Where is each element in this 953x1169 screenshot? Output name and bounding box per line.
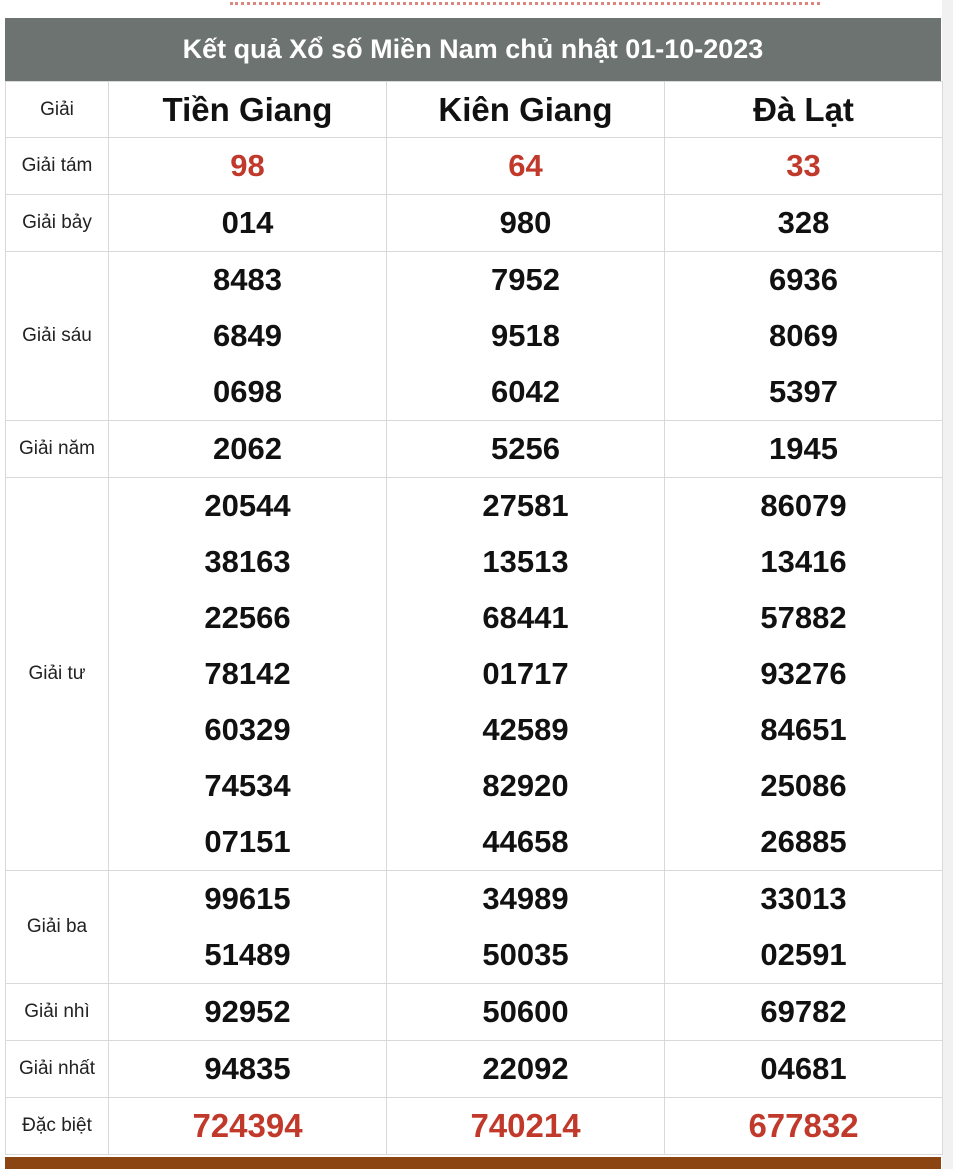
result-cell <box>387 1098 665 1155</box>
result-number: 60329 <box>204 712 291 747</box>
prize-row <box>6 1098 943 1155</box>
result-number: 82920 <box>482 768 569 803</box>
result-cell <box>387 421 665 478</box>
result-number: 6936 <box>769 262 838 297</box>
result-number: 98 <box>230 148 265 183</box>
result-number: 0698 <box>213 374 282 409</box>
result-cell <box>665 984 943 1041</box>
prize-label: Giải sáu <box>6 252 109 421</box>
result-number: 94835 <box>204 1051 291 1086</box>
top-strip <box>0 0 953 18</box>
prize-label: Giải bảy <box>6 195 109 252</box>
prize-label: Giải tám <box>6 138 109 195</box>
result-cell <box>665 252 943 421</box>
result-number: 1945 <box>769 431 838 466</box>
result-number: 84651 <box>760 712 847 747</box>
result-number: 93276 <box>760 656 847 691</box>
result-number: 34989 <box>482 881 569 916</box>
prize-row <box>6 138 943 195</box>
result-cell <box>387 195 665 252</box>
result-cell <box>665 1098 943 1155</box>
result-number: 69782 <box>760 994 847 1029</box>
result-cell <box>387 138 665 195</box>
result-cell <box>387 984 665 1041</box>
result-cell <box>665 1041 943 1098</box>
result-number: 50035 <box>482 937 569 972</box>
result-number: 50600 <box>482 994 569 1029</box>
result-number: 8069 <box>769 318 838 353</box>
scrollbar-track[interactable] <box>942 0 953 1169</box>
result-number: 5256 <box>491 431 560 466</box>
province-header-kien-giang[interactable]: Kiên Giang <box>387 82 665 138</box>
result-number: 22092 <box>482 1051 569 1086</box>
result-number: 78142 <box>204 656 291 691</box>
result-number: 57882 <box>760 600 847 635</box>
result-number: 22566 <box>204 600 291 635</box>
result-number: 51489 <box>204 937 291 972</box>
result-cell <box>109 138 387 195</box>
result-cell <box>109 984 387 1041</box>
result-cell <box>109 195 387 252</box>
result-number: 6849 <box>213 318 282 353</box>
result-cell <box>665 138 943 195</box>
prize-label: Giải ba <box>6 871 109 984</box>
result-cell <box>665 421 943 478</box>
result-number: 68441 <box>482 600 569 635</box>
province-header-da-lat[interactable]: Đà Lạt <box>665 82 943 138</box>
result-number: 64 <box>508 148 543 183</box>
result-number: 02591 <box>760 937 847 972</box>
result-number: 99615 <box>204 881 291 916</box>
prize-label: Đặc biệt <box>6 1098 109 1155</box>
prize-row <box>6 871 943 984</box>
cut-off-header-text <box>230 0 820 5</box>
result-cell <box>665 871 943 984</box>
result-number: 2062 <box>213 431 282 466</box>
result-number: 38163 <box>204 544 291 579</box>
prize-row <box>6 195 943 252</box>
result-number: 01717 <box>482 656 569 691</box>
prize-row <box>6 1041 943 1098</box>
prize-label: Giải năm <box>6 421 109 478</box>
result-cell <box>387 252 665 421</box>
result-number: 724394 <box>192 1107 303 1144</box>
result-number: 13416 <box>760 544 847 579</box>
result-number: 86079 <box>760 488 847 523</box>
prize-row <box>6 421 943 478</box>
result-number: 20544 <box>204 488 291 523</box>
result-number: 42589 <box>482 712 569 747</box>
prize-label: Giải nhì <box>6 984 109 1041</box>
result-cell <box>387 871 665 984</box>
prize-row <box>6 252 943 421</box>
result-number: 328 <box>777 205 830 240</box>
result-cell <box>109 1041 387 1098</box>
result-number: 07151 <box>204 824 291 859</box>
result-number: 13513 <box>482 544 569 579</box>
result-cell <box>387 1041 665 1098</box>
result-number: 740214 <box>470 1107 581 1144</box>
result-number: 980 <box>499 205 552 240</box>
prize-column-header: Giải <box>6 82 109 138</box>
result-number: 92952 <box>204 994 291 1029</box>
result-number: 5397 <box>769 374 838 409</box>
table-header-row <box>6 82 943 138</box>
result-cell <box>109 871 387 984</box>
result-number: 25086 <box>760 768 847 803</box>
result-number: 677832 <box>748 1107 859 1144</box>
result-number: 7952 <box>491 262 560 297</box>
result-cell <box>109 252 387 421</box>
result-number: 26885 <box>760 824 847 859</box>
result-number: 33 <box>786 148 821 183</box>
result-number: 6042 <box>491 374 560 409</box>
results-card <box>5 18 941 1155</box>
result-cell <box>665 478 943 871</box>
result-number: 74534 <box>204 768 291 803</box>
prize-row <box>6 984 943 1041</box>
result-number: 44658 <box>482 824 569 859</box>
result-number: 04681 <box>760 1051 847 1086</box>
result-cell <box>109 421 387 478</box>
result-cell <box>387 478 665 871</box>
result-cell <box>109 478 387 871</box>
result-number: 27581 <box>482 488 569 523</box>
results-table <box>5 81 943 1155</box>
results-title: Kết quả Xổ số Miền Nam chủ nhật 01-10-2023 <box>5 18 941 81</box>
footer-bar <box>5 1157 941 1169</box>
province-header-tien-giang[interactable]: Tiền Giang <box>109 82 387 138</box>
prize-label: Giải nhất <box>6 1041 109 1098</box>
result-number: 9518 <box>491 318 560 353</box>
result-cell <box>109 1098 387 1155</box>
result-number: 33013 <box>760 881 847 916</box>
prize-label: Giải tư <box>6 478 109 871</box>
result-number: 014 <box>221 205 274 240</box>
result-number: 8483 <box>213 262 282 297</box>
result-cell <box>665 195 943 252</box>
prize-row <box>6 478 943 871</box>
